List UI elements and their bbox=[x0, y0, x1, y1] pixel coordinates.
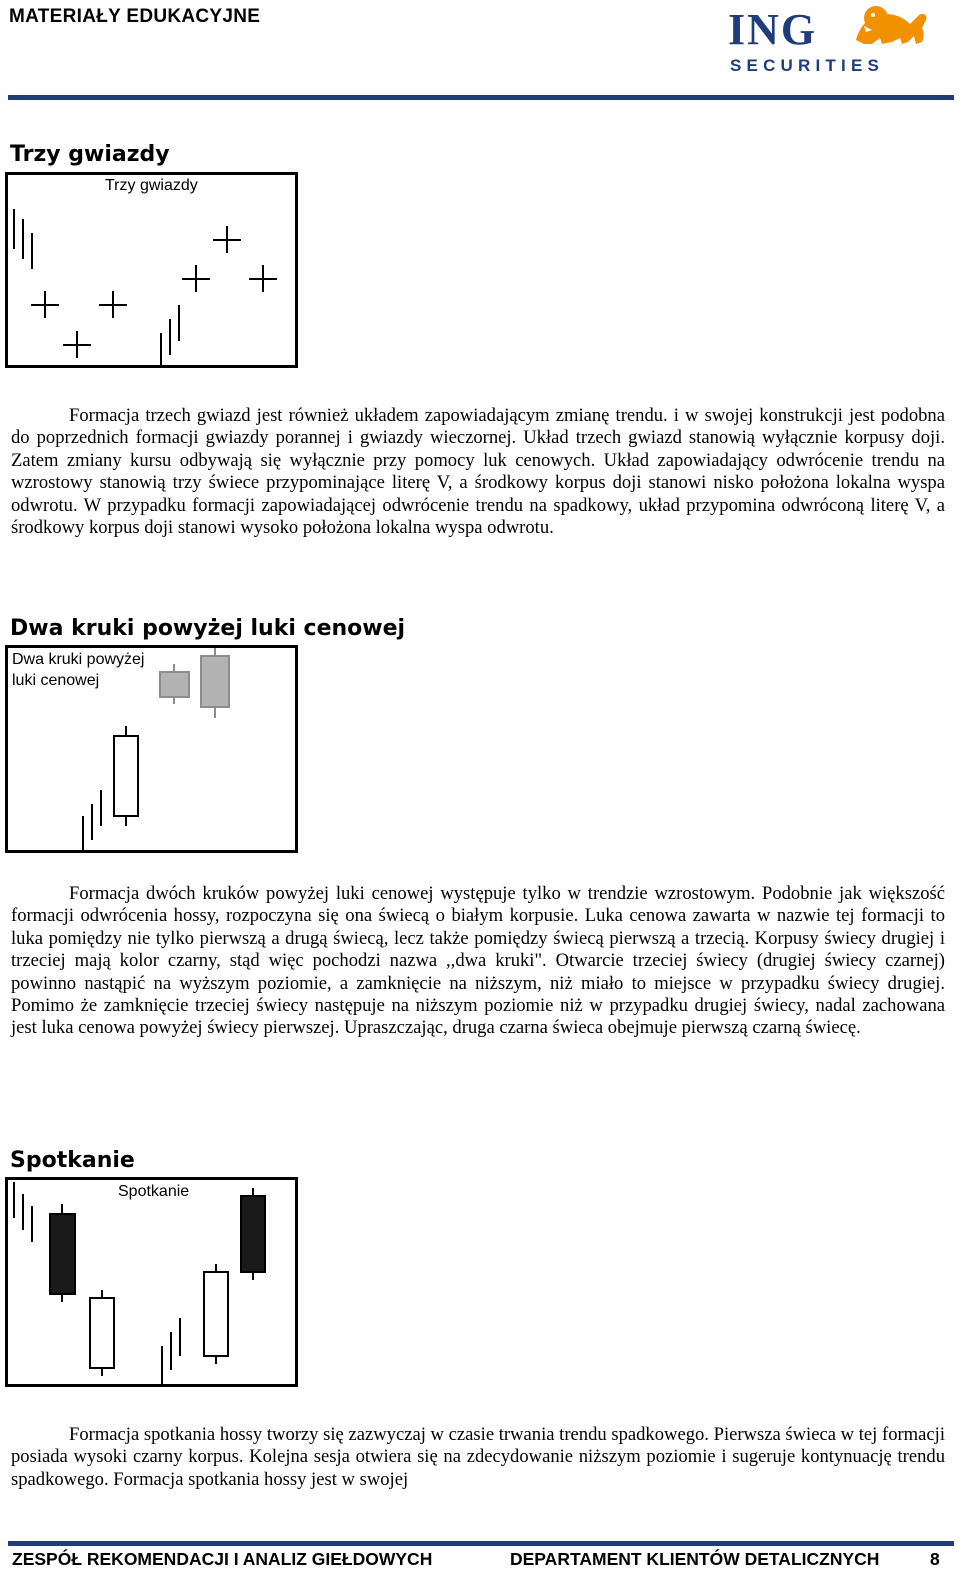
section-heading-spotkanie: Spotkanie bbox=[10, 1148, 135, 1173]
section-heading-dwa-kruki: Dwa kruki powyżej luki cenowej bbox=[10, 616, 406, 641]
figure-label: Trzy gwiazdy bbox=[105, 177, 198, 194]
doji-candle bbox=[249, 265, 277, 292]
candlestick-diagram-trzy-gwiazdy bbox=[8, 175, 295, 365]
doji-candle bbox=[182, 265, 210, 292]
black-candle bbox=[50, 1204, 75, 1302]
black-candle bbox=[241, 1188, 265, 1280]
paragraph-dwa-kruki bbox=[11, 883, 945, 1040]
lion-icon bbox=[852, 2, 930, 48]
paragraph-spotkanie bbox=[11, 1424, 945, 1491]
doji-candle bbox=[99, 291, 127, 318]
candlestick-diagram-dwa-kruki bbox=[8, 648, 295, 850]
footer-left-text: ZESPÓŁ REKOMENDACJI I ANALIZ GIEŁDOWYCH bbox=[12, 1549, 433, 1569]
section-heading-trzy-gwiazdy: Trzy gwiazdy bbox=[10, 142, 170, 167]
logo-primary-text: ING bbox=[728, 5, 818, 54]
paragraph-text: Formacja trzech gwiazd jest również układem zapowiadającym zmianę trendu. i w swojej konstrukcji jest podobna do poprzednich formacji gwiazdy porannej i gwiazdy wieczornej. Układ trzech gwiazd stanowią wyłącznie korpusy doji. Zatem zmiany kursu odbywają się wyłącznie przy pomocy luk cenowych. Układ zapowiadający odwrócenie trendu na wzrostowy stanowią trzy świece przypominające literę V, a środkowy korpus doji stanowi nisko położona lokalna wyspa odwrotu. W przypadku formacji zapowiadającej odwrócenie trendu na spadkowy, układ przypomina odwróconą literę V, a środkowy korpus doji stanowi wysoko położona lokalna wyspa odwrotu. bbox=[11, 405, 945, 539]
figure-label: Dwa kruki powyżej luki cenowej bbox=[12, 651, 145, 689]
figure-label: Spotkanie bbox=[118, 1183, 190, 1200]
document-header-title: MATERIAŁY EDUKACYJNE bbox=[9, 6, 261, 27]
logo-secondary-text: SECURITIES bbox=[730, 56, 885, 75]
candlestick-diagram-spotkanie bbox=[8, 1180, 295, 1384]
figure-spotkanie bbox=[5, 1177, 298, 1387]
footer-right-text: DEPARTAMENT KLIENTÓW DETALICZNYCH bbox=[510, 1549, 880, 1569]
doji-candle bbox=[31, 291, 59, 318]
paragraph-text: Formacja spotkania hossy tworzy się zazwyczaj w czasie trwania trendu spadkowego. Pierwsza świeca w tej formacji posiada wysoki czarny korpus. Kolejna sesja otwiera się na zdecydowanie niższym poziomie i sugeruje kontynuację trendu spadkowego. Formacja spotkania hossy jest w swojej bbox=[11, 1424, 945, 1490]
white-candle bbox=[204, 1264, 228, 1364]
paragraph-text: Formacja dwóch kruków powyżej luki cenowej występuje tylko w trendzie wzrostowym. Podobnie jak większość formacji odwrócenia hossy, rozpoczyna się ona świecą o białym korpusie. Luka cenowa zawarta w nazwie tej formacji to luka pomiędzy nie tylko pierwszą a drugą świecą, lecz także pomiędzy świecą pierwszą a trzecią. Korpusy świecy drugiej i trzeciej mają kolor czarny, stąd więc pochodzi nazwa ,,dwa kruki". Otwarcie trzeciej świecy (drugiej świecy czarnej) powinno nastąpić na wyższym poziomie, a zamknięcie na niższym, niż miało to miejsce w przypadku świecy drugiej. Pomimo że zamknięcie trzeciej świecy następuje na niższym poziomie niż w przypadku drugiej świecy, nadal zachowana jest luka cenowa powyżej świecy pierwszej. Upraszczając, druga czarna świeca obejmuje pierwszą czarną świecę. bbox=[11, 883, 945, 1039]
figure-trzy-gwiazdy bbox=[5, 172, 298, 368]
grey-candle bbox=[201, 648, 229, 718]
white-candle bbox=[90, 1290, 114, 1376]
paragraph-trzy-gwiazdy bbox=[11, 405, 945, 539]
footer-rule bbox=[8, 1541, 954, 1546]
doji-candle bbox=[63, 331, 91, 358]
white-candle bbox=[114, 726, 138, 826]
doji-candle bbox=[213, 226, 241, 253]
header-rule bbox=[8, 95, 954, 100]
ing-securities-logo bbox=[728, 0, 944, 80]
figure-dwa-kruki bbox=[5, 645, 298, 853]
page-number: 8 bbox=[930, 1549, 940, 1569]
grey-candle bbox=[160, 664, 189, 704]
